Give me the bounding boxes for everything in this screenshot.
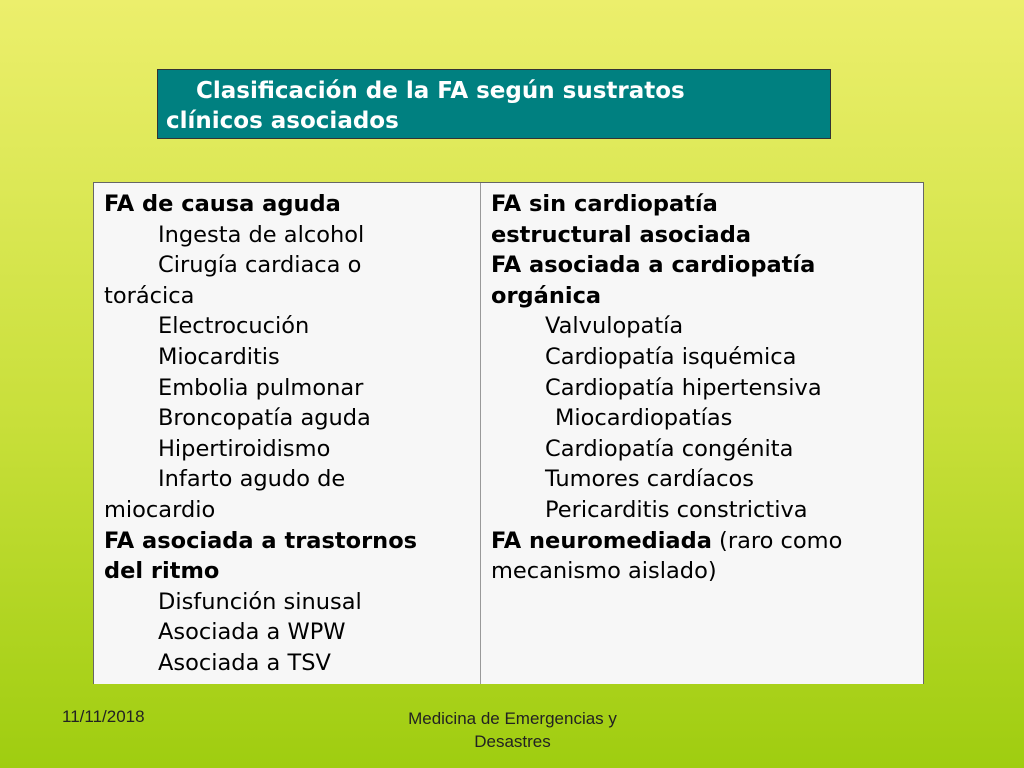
left-column (94, 183, 481, 684)
title-line-1: Clasificación de la FA según sustratos (196, 78, 685, 104)
list-item: Infarto agudo de (158, 466, 346, 493)
list-item: Cardiopatía congénita (545, 435, 794, 462)
list-item: Electrocución (158, 313, 310, 340)
heading-no-structural-cont: estructural asociada (491, 221, 752, 248)
list-item: Cardiopatía isquémica (545, 343, 797, 370)
footer-course-line-1: Medicina de Emergencias y (408, 709, 617, 728)
heading-neuromediated (491, 526, 923, 557)
list-item: Cardiopatía hipertensiva (545, 374, 822, 401)
list-item: Pericarditis constrictiva (545, 496, 808, 523)
list-item-wrap: miocardio (104, 496, 216, 523)
list-item: Ingesta de alcohol (158, 221, 365, 248)
footer-date: 11/11/2018 (62, 707, 145, 726)
list-item: Embolia pulmonar (158, 374, 364, 401)
list-item: Broncopatía aguda (158, 405, 371, 432)
list-item: Miocardiopatías (555, 405, 733, 432)
footer-course (360, 707, 665, 753)
heading-neuromediated-rest: (raro como (711, 527, 843, 554)
heading-organic: FA asociada a cardiopatía (491, 252, 816, 279)
heading-organic-cont: orgánica (491, 282, 602, 309)
list-item: Valvulopatía (545, 313, 684, 340)
heading-acute-cause: FA de causa aguda (104, 191, 341, 217)
title-line-2: clínicos asociados (166, 108, 399, 134)
list-item: Disfunción sinusal (158, 588, 362, 615)
list-item: Tumores cardíacos (545, 466, 754, 493)
classification-table (93, 182, 924, 684)
footer-course-line-2: Desastres (474, 732, 551, 751)
heading-neuromediated-bold: FA neuromediada (491, 527, 712, 554)
list-item: Cirugía cardiaca o (158, 252, 362, 279)
heading-no-structural: FA sin cardiopatía (491, 191, 718, 217)
list-item: Miocarditis (158, 343, 280, 370)
heading-rhythm-disorders-cont: del ritmo (104, 558, 220, 585)
heading-neuromediated-cont: mecanismo aislado) (491, 558, 717, 585)
list-item: Hipertiroidismo (158, 435, 331, 462)
list-item: Asociada a TSV (158, 649, 331, 676)
slide-title (157, 69, 831, 139)
list-item-wrap: torácica (104, 282, 195, 309)
right-column (481, 183, 923, 684)
heading-rhythm-disorders: FA asociada a trastornos (104, 527, 418, 554)
list-item: Asociada a WPW (158, 619, 346, 646)
